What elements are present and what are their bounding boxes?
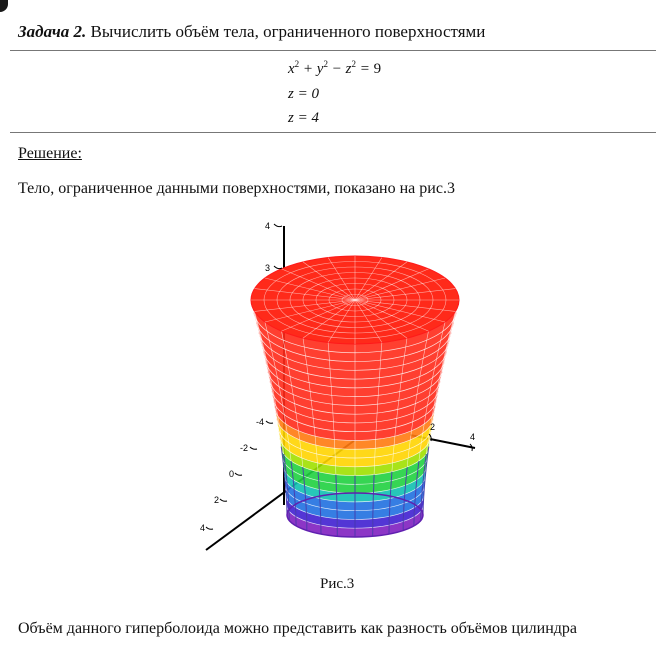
equation-z4: z = 4 [288, 110, 319, 126]
solution-label: Решение: [18, 145, 82, 162]
top-divider [10, 50, 656, 51]
y-tick-label: -2 [240, 443, 249, 453]
y-tick-mark [266, 421, 273, 423]
x-tick-label: 4 [470, 432, 476, 442]
z-tick-label: 4 [265, 221, 271, 231]
equation-z0: z = 0 [288, 86, 319, 102]
z-tick-label: 3 [265, 263, 271, 273]
y-tick-mark [250, 447, 257, 449]
y-tick-label: -4 [256, 417, 265, 427]
corner-mark [0, 0, 8, 12]
y-tick-label: 0 [229, 469, 235, 479]
bottom-divider [10, 132, 656, 133]
hyperboloid-figure [150, 210, 550, 570]
task-label: Задача 2. [18, 22, 87, 41]
equation-hyperboloid: $x^2 + y^2 - z^2 = 9$ [288, 59, 382, 77]
x-tick-label: 2 [430, 422, 436, 432]
figure-caption: Рис.3 [320, 576, 355, 592]
z-tick-mark [274, 224, 282, 227]
task-heading [18, 22, 485, 42]
y-tick-mark [235, 473, 242, 475]
y-tick-mark [220, 499, 227, 501]
task-text: Вычислить объём тела, ограниченного поверхностями [86, 22, 486, 41]
y-tick-mark [206, 527, 213, 529]
intro-paragraph: Тело, ограниченное данными поверхностями, показано на рис.3 [18, 180, 455, 197]
z-tick-mark [274, 266, 282, 269]
y-tick-label: 2 [214, 495, 220, 505]
footer-paragraph: Объём данного гиперболоида можно представить как разность объёмов цилиндра [18, 620, 578, 637]
y-tick-label: 4 [200, 523, 206, 533]
